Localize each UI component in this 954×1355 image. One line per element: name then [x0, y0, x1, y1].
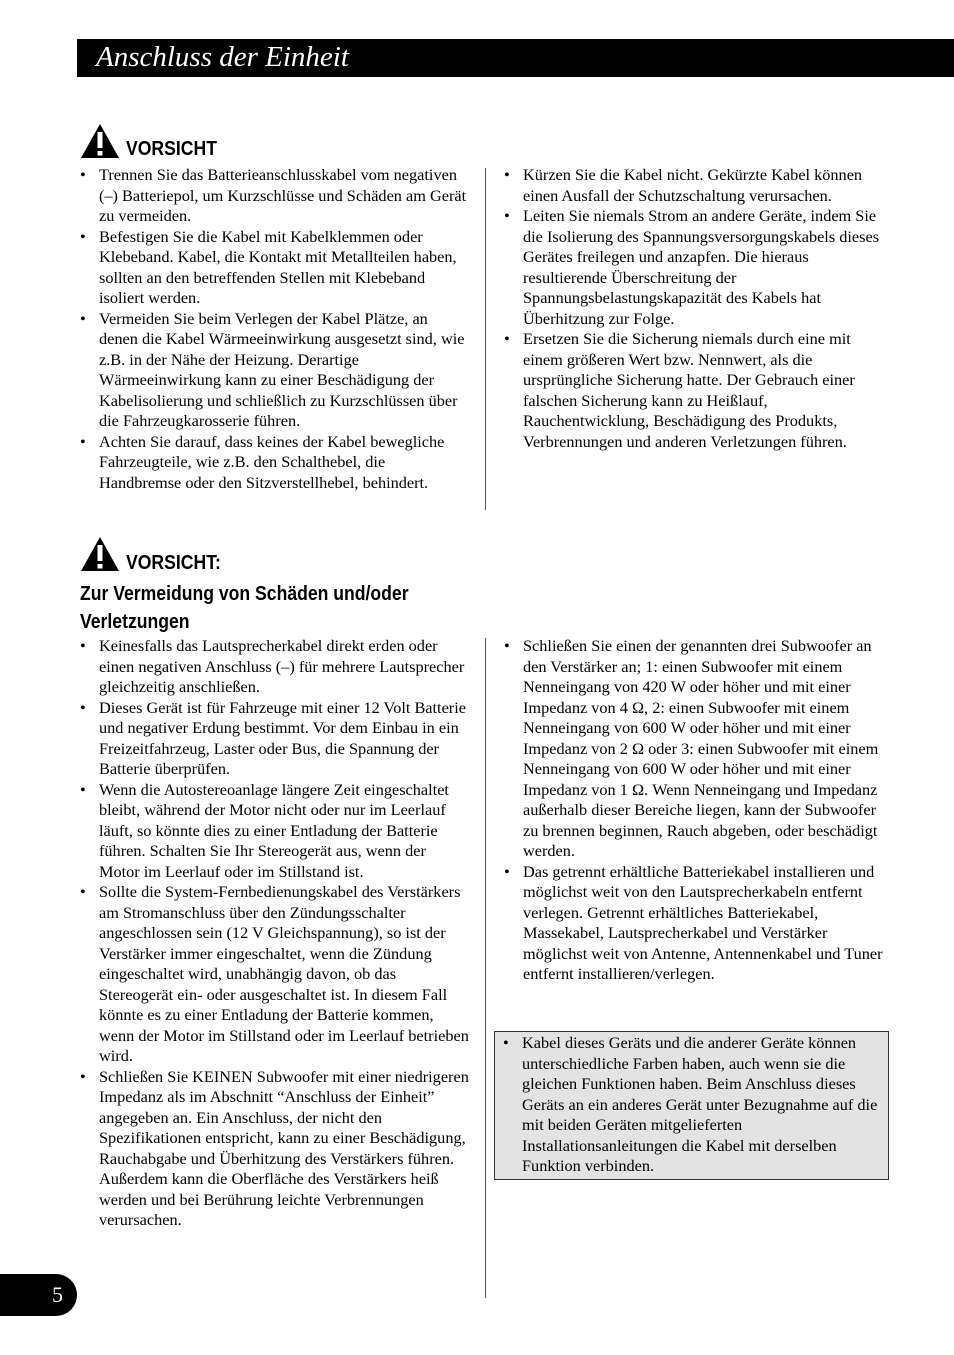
- warning-triangle-icon: [80, 123, 120, 159]
- list-item: • Das getrennt erhältliche Batteriekabel installieren und möglichst weit von den Lautsprecherkabeln entfernt verlegen. Getrennt erhältliches Batteriekabel, Massekabel, Lautsprecherkabel und Verstärker möglichst weit von Antenne, Antennenkabel und Tuner entfernt installieren/verlegen.: [504, 862, 889, 985]
- list-item: • Trennen Sie das Batterieanschlusskabel vom negativen (–) Batteriepol, um Kurzschlüsse und Schäden am Gerät zu vermeiden.: [80, 165, 470, 227]
- list-item: • Sollte die System-Fernbedienungskabel des Verstärkers am Stromanschluss über den Zündungsschalter angeschlossen sein (12 V Gleichspannung), so ist der Verstärker immer eingeschaltet, wenn die Zündung eingeschaltet wird, unabhängig davon, ob das Stereogerät ein- oder ausgeschaltet ist. In diesem Fall könnte es zu einer Entladung der Batterie kommen, wenn der Motor im Stillstand oder im Leerlauf betrieben wird.: [80, 882, 470, 1067]
- list-item: • Wenn die Autostereoanlage längere Zeit eingeschaltet bleibt, während der Motor nicht oder nur im Leerlauf läuft, so könnte dies zu einer Entladung der Batterie führen. Schalten Sie Ihr Stereogerät aus, wenn der Motor im Leerlauf oder im Stillstand ist.: [80, 780, 470, 883]
- caution-list-left-2: [80, 636, 470, 1231]
- list-item: • Ersetzen Sie die Sicherung niemals durch eine mit einem größeren Wert bzw. Nennwert, als die ursprüngliche Sicherung hatte. Der Gebrauch einer falschen Sicherung kann zu Heißlauf, Rauchentwicklung, Beschädigung des Produkts, Verbrennungen und anderen Verletzungen führen.: [504, 329, 889, 452]
- list-item: • Schließen Sie KEINEN Subwoofer mit einer niedrigeren Impedanz als im Abschnitt “Anschluss der Einheit” angegeben an. Ein Anschluss, der nicht den Spezifikationen entspricht, kann zu einer Beschädigung, Rauchabgabe und Überhitzung des Verstärkers führen. Außerdem kann die Oberfläche des Verstärkers heiß werden und bei Berührung leichte Verbrennungen verursachen.: [80, 1067, 470, 1231]
- column-divider: [485, 638, 486, 1298]
- warning-triangle-icon: [80, 536, 120, 572]
- caution-list-right-2: [504, 636, 889, 985]
- caution-list-left-1: [80, 165, 470, 493]
- caution-list-right-1: [504, 165, 889, 452]
- list-item: • Leiten Sie niemals Strom an andere Geräte, indem Sie die Isolierung des Spannungsversorgungskabels dieses Gerätes freilegen und anzapfen. Die hieraus resultierende Überschreitung der Spannungsbelastungskapazität des Kabels hat Überhitzung zur Folge.: [504, 206, 889, 329]
- list-item: • Kürzen Sie die Kabel nicht. Gekürzte Kabel können einen Ausfall der Schutzschaltung verursachen.: [504, 165, 889, 206]
- list-item: • Achten Sie darauf, dass keines der Kabel bewegliche Fahrzeugteile, wie z.B. den Schalthebel, die Handbremse oder den Sitzverstellhebel, behindert.: [80, 432, 470, 494]
- page-title: Anschluss der Einheit: [96, 41, 349, 73]
- header-bar: [77, 39, 954, 77]
- page-number: 5: [52, 1282, 63, 1307]
- page-number-tab: [0, 1274, 77, 1316]
- caution-title: VORSICHT: [126, 138, 217, 160]
- note-text: • Kabel dieses Geräts und die anderer Geräte können unterschiedliche Farben haben, auch wenn sie die gleichen Funktionen haben. Beim Anschluss dieses Geräts an ein anderes Gerät unter Bezugnahme auf die mit beiden Geräten mitgelieferten Installationsanleitungen die Kabel mit derselben Funktion verbinden.: [503, 1033, 878, 1177]
- list-item: • Schließen Sie einen der genannten drei Subwoofer an den Verstärker an; 1: einen Subwoofer mit einem Nenneingang von 420 W oder höher und mit einer Impedanz von 4 Ω, 2: einen Subwoofer mit einem Nenneingang von 600 W oder höher und mit einer Impedanz von 2 Ω oder 3: einen Subwoofer mit einem Nenneingang von 600 W oder höher und mit einer Impedanz von 1 Ω. Wenn Nenneingang und Impedanz außerhalb dieser Bereiche liegen, kann der Subwoofer zu brennen beginnen, Rauch abgeben, oder beschädigt werden.: [504, 636, 889, 862]
- caution-title: VORSICHT:: [126, 552, 221, 574]
- list-item: • Befestigen Sie die Kabel mit Kabelklemmen oder Klebeband. Kabel, die Kontakt mit Metallteilen haben, sollten an den betreffenden Stellen mit Klebeband isoliert werden.: [80, 227, 470, 309]
- column-divider: [485, 168, 486, 510]
- note-box: [494, 1031, 889, 1180]
- list-item: • Dieses Gerät ist für Fahrzeuge mit einer 12 Volt Batterie und negativer Erdung bestimmt. Vor dem Einbau in ein Freizeitfahrzeug, Laster oder Bus, die Spannung der Batterie überprüfen.: [80, 698, 470, 780]
- caution-subtitle: Zur Vermeidung von Schäden und/oder Verletzungen: [80, 583, 409, 633]
- list-item: • Vermeiden Sie beim Verlegen der Kabel Plätze, an denen die Kabel Wärmeeinwirkung ausgesetzt sind, wie z.B. in der Nähe der Heizung. Derartige Wärmeeinwirkung kann zu einer Beschädigung der Kabelisolierung und schließlich zu Kurzschlüssen über die Fahrzeugkarosserie führen.: [80, 309, 470, 432]
- list-item: • Keinesfalls das Lautsprecherkabel direkt erden oder einen negativen Anschluss (–) für mehrere Lautsprecher gleichzeitig anschließen.: [80, 636, 470, 698]
